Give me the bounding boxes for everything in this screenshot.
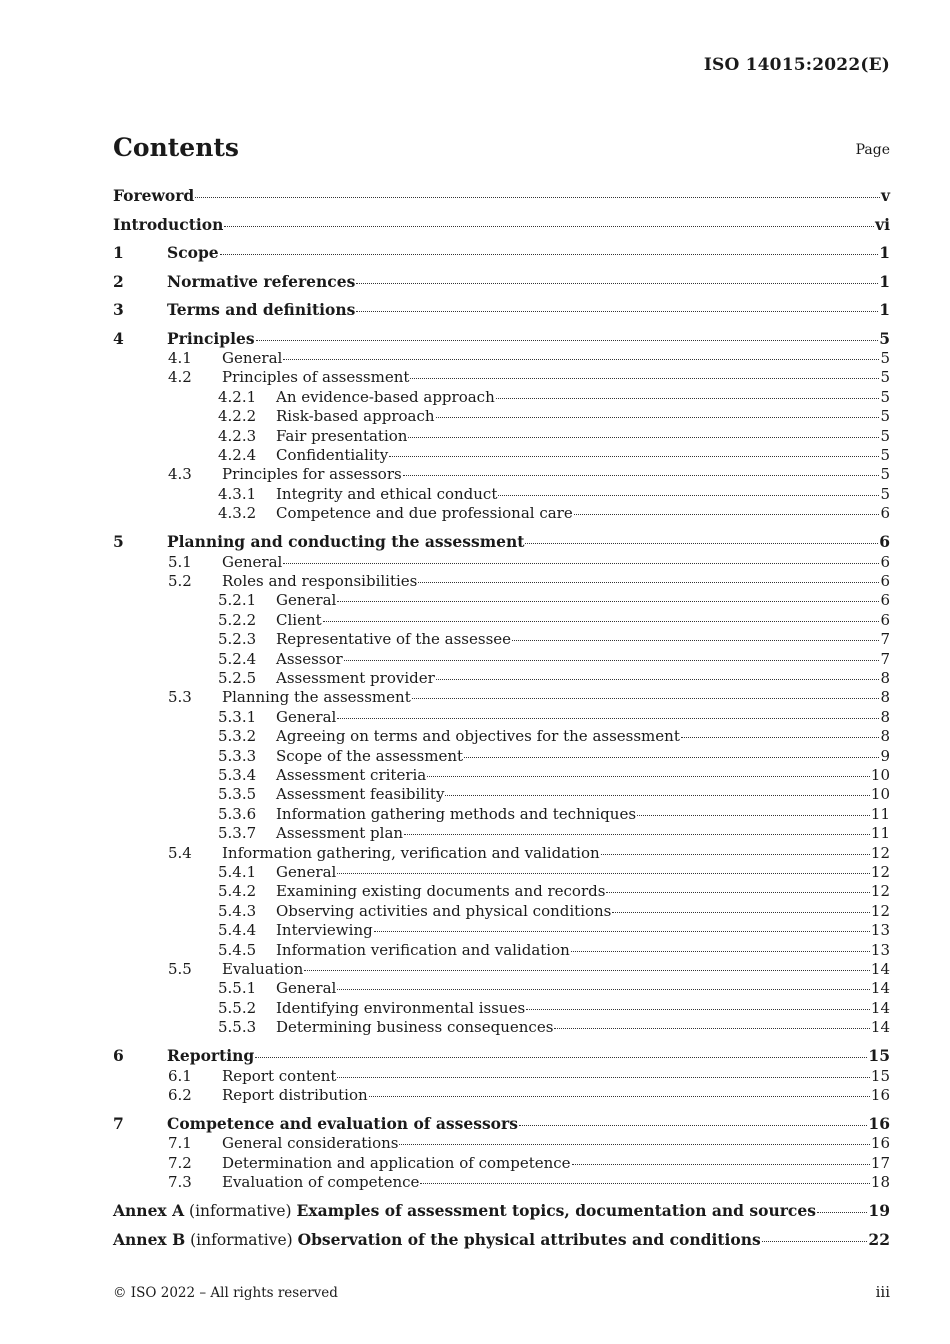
toc-entry-title: Competence and due professional care <box>276 504 573 523</box>
footer-page-number: iii <box>875 1283 890 1301</box>
toc-entry-number: 5.5.2 <box>218 998 257 1017</box>
toc-entry[interactable] <box>113 271 890 292</box>
toc-entry-page: 15 <box>870 1066 890 1085</box>
toc-entry-title: General <box>222 552 283 571</box>
toc-entry-page: 6 <box>880 552 890 571</box>
dot-leader <box>436 667 880 680</box>
toc-entry-title: Client <box>276 610 322 629</box>
toc-entry-page: 8 <box>880 668 890 687</box>
toc-entry-title: Assessment feasibility <box>276 785 445 804</box>
toc-entry-page: 5 <box>879 328 890 348</box>
toc-entry-page: 5 <box>880 407 890 426</box>
dot-leader <box>224 214 874 227</box>
dot-leader <box>412 686 880 699</box>
toc-entry[interactable] <box>113 1230 890 1250</box>
toc-entry[interactable] <box>218 765 890 785</box>
toc-entry-page: 15 <box>868 1046 890 1066</box>
dot-leader <box>404 822 870 835</box>
toc-entry[interactable] <box>218 804 890 824</box>
toc-entry[interactable] <box>218 484 890 504</box>
toc-entry[interactable] <box>218 726 890 746</box>
toc-entry-title: Planning and conducting the assessment <box>167 532 525 552</box>
toc-entry[interactable] <box>113 215 890 235</box>
toc-entry-title: Reporting <box>167 1046 255 1066</box>
toc-entry-page: 6 <box>880 591 890 610</box>
toc-entry[interactable] <box>218 590 890 610</box>
dot-leader <box>374 919 870 932</box>
toc-entry[interactable] <box>218 784 890 804</box>
toc-entry[interactable] <box>218 503 890 523</box>
toc-entry[interactable] <box>218 1017 890 1037</box>
toc-entry[interactable] <box>218 920 890 940</box>
toc-entry-page: 14 <box>870 1018 890 1037</box>
toc-entry-number: 3 <box>113 300 124 319</box>
toc-entry[interactable] <box>168 367 890 387</box>
toc-entry-page: 5 <box>880 465 890 484</box>
dot-leader <box>606 880 869 893</box>
toc-entry-title: Evaluation of competence <box>222 1173 420 1192</box>
toc-entry-number: 4.2.2 <box>218 407 257 426</box>
dot-leader <box>525 531 878 544</box>
dot-leader <box>572 1152 870 1165</box>
toc-entry-title: Representative of the assessee <box>276 630 512 649</box>
toc-entry-page: 12 <box>870 843 890 862</box>
toc-entry-title: Determination and application of competence <box>222 1153 571 1172</box>
toc-entry-title: Examining existing documents and records <box>276 882 606 901</box>
toc-entry-title: Report content <box>222 1066 337 1085</box>
toc-entry-page: 6 <box>880 571 890 590</box>
toc-entry-number: 5.1 <box>168 552 192 571</box>
toc-entry-number: 5.3.7 <box>218 824 257 843</box>
toc-entry-page: 5 <box>880 484 890 503</box>
annex-label: Annex A <box>113 1201 185 1221</box>
toc-entry[interactable] <box>218 445 890 465</box>
toc-entry-title: General <box>276 707 337 726</box>
toc-entry-title: Scope <box>167 243 219 262</box>
toc-entry-title: Assessment plan <box>276 824 404 843</box>
toc-entry-title: Confidentiality <box>276 445 389 464</box>
toc-entry[interactable] <box>218 881 890 901</box>
annex-title: Examples of assessment topics, documentation and sources <box>296 1201 816 1221</box>
dot-leader <box>304 958 870 971</box>
toc-entry-number: 7.1 <box>168 1134 192 1153</box>
toc-entry-title: General <box>222 348 283 367</box>
dot-leader <box>436 405 880 418</box>
toc-entry-title: Scope of the assessment <box>276 746 464 765</box>
dot-leader <box>571 939 870 952</box>
toc-entry-title: General <box>276 591 337 610</box>
dot-leader <box>337 706 879 719</box>
toc-entry[interactable] <box>113 186 890 206</box>
toc-entry[interactable] <box>168 571 890 591</box>
toc-entry-number: 5.5.3 <box>218 1018 257 1037</box>
toc-entry[interactable] <box>218 998 890 1018</box>
toc-entry-title: Report distribution <box>222 1085 368 1104</box>
toc-entry-number: 7.3 <box>168 1173 192 1192</box>
toc-entry-page: 18 <box>870 1173 890 1192</box>
dot-leader <box>256 328 879 341</box>
annex-informative-note: (informative) <box>184 1202 297 1221</box>
toc-entry-title: General <box>276 862 337 881</box>
dot-leader <box>389 444 879 457</box>
toc-entry-page: 22 <box>868 1229 890 1249</box>
toc-entry-page: 16 <box>868 1113 890 1133</box>
toc-entry-title: Assessment provider <box>276 668 435 687</box>
toc-entry-page: 14 <box>870 979 890 998</box>
dot-leader <box>356 299 878 312</box>
toc-entry[interactable] <box>168 464 890 484</box>
toc-entry[interactable] <box>218 610 890 630</box>
toc-entry-title: Information verification and validation <box>276 940 570 959</box>
toc-entry-number: 5.3.6 <box>218 804 257 823</box>
toc-entry[interactable] <box>113 1113 890 1134</box>
toc-entry-title <box>113 1201 816 1221</box>
toc-entry[interactable] <box>218 426 890 446</box>
toc-entry-number: 5.4.1 <box>218 862 257 881</box>
dot-leader <box>369 1084 870 1097</box>
toc-entry-title: Assessment criteria <box>276 765 427 784</box>
toc-entry-title: Roles and responsibilities <box>222 571 418 590</box>
toc-entry[interactable] <box>218 746 890 766</box>
toc-entry-page: 6 <box>879 532 890 552</box>
toc-entry-page: 17 <box>870 1153 890 1172</box>
dot-leader <box>323 609 880 622</box>
toc-entry-number: 4 <box>113 328 124 348</box>
toc-entry[interactable] <box>218 862 890 882</box>
toc-entry-title: Information gathering, verification and validation <box>222 843 600 862</box>
toc-entry-number: 4.2.3 <box>218 426 257 445</box>
toc-entry-page: 14 <box>870 959 890 978</box>
toc-entry[interactable] <box>113 532 890 552</box>
dot-leader <box>410 366 879 379</box>
toc-entry-title: Integrity and ethical conduct <box>276 484 498 503</box>
toc-entry-number: 4.3.1 <box>218 484 257 503</box>
dot-leader <box>356 271 878 284</box>
toc-entry[interactable] <box>218 901 890 921</box>
toc-entry-title: Assessor <box>276 649 343 668</box>
toc-entry-number: 4.2.4 <box>218 445 257 464</box>
dot-leader <box>601 842 870 855</box>
toc-entry-title: Observing activities and physical conditions <box>276 901 612 920</box>
dot-leader <box>445 783 869 796</box>
dot-leader <box>420 1171 870 1184</box>
toc-entry-number: 5.3 <box>168 688 192 707</box>
toc-entry-title: Determining business consequences <box>276 1018 554 1037</box>
dot-leader <box>762 1229 868 1242</box>
dot-leader <box>283 551 879 564</box>
toc-entry-page: 5 <box>880 348 890 367</box>
toc-entry-page: 13 <box>870 940 890 959</box>
document-id: ISO 14015:2022(E) <box>703 55 890 75</box>
toc-entry-number: 5.4.3 <box>218 901 257 920</box>
dot-leader <box>195 185 880 198</box>
toc-entry[interactable] <box>168 687 890 707</box>
toc-entry-page: 11 <box>870 824 890 843</box>
toc-entry-page: 6 <box>880 504 890 523</box>
toc-entry-number: 5.2.1 <box>218 591 257 610</box>
contents-title: Contents <box>113 133 240 162</box>
dot-leader <box>612 900 870 913</box>
dot-leader <box>403 463 880 476</box>
toc-entry-title: Competence and evaluation of assessors <box>167 1113 518 1133</box>
toc-entry-page: 8 <box>880 688 890 707</box>
dot-leader <box>496 386 880 399</box>
toc-entry-page: 1 <box>879 271 890 291</box>
toc-entry[interactable] <box>113 1046 890 1066</box>
toc-entry-number: 5.4.5 <box>218 940 257 959</box>
toc-entry[interactable] <box>168 1153 890 1173</box>
toc-entry-number: 5.2 <box>168 571 192 590</box>
toc-entry-page: 14 <box>870 998 890 1017</box>
toc-entry-number: 6.1 <box>168 1066 192 1085</box>
toc-entry-number: 5.5 <box>168 959 192 978</box>
toc-entry-title: Fair presentation <box>276 426 408 445</box>
toc-entry-page: 16 <box>870 1134 890 1153</box>
toc-entry[interactable] <box>218 823 890 843</box>
toc-entry-title: Principles for assessors <box>222 465 402 484</box>
toc-entry-page: 11 <box>870 804 890 823</box>
toc-entry[interactable] <box>168 348 890 368</box>
toc-entry-page: 8 <box>880 727 890 746</box>
toc-entry-number: 4.3.2 <box>218 504 257 523</box>
dot-leader <box>574 502 880 515</box>
dot-leader <box>337 589 879 602</box>
toc-entry-title: Principles of assessment <box>222 368 410 387</box>
toc-entry-title: Evaluation <box>222 959 304 978</box>
dot-leader <box>337 977 870 990</box>
dot-leader <box>526 997 870 1010</box>
dot-leader <box>220 242 879 255</box>
dot-leader <box>637 803 870 816</box>
dot-leader <box>255 1045 867 1058</box>
dot-leader <box>554 1016 870 1029</box>
dot-leader <box>817 1200 867 1213</box>
toc-entry[interactable] <box>168 843 890 863</box>
toc-entry-page: 16 <box>870 1085 890 1104</box>
toc-entry-number: 1 <box>113 243 124 262</box>
toc-entry-title: Agreeing on terms and objectives for the assessment <box>276 727 680 746</box>
toc-entry-number: 5 <box>113 532 124 552</box>
toc-entry[interactable] <box>168 1066 890 1086</box>
toc-entry-page: 1 <box>879 300 890 319</box>
toc-entry-page: 12 <box>870 862 890 881</box>
toc-entry[interactable] <box>218 707 890 727</box>
toc-entry-title: General considerations <box>222 1134 399 1153</box>
toc-entry-page: 9 <box>880 746 890 765</box>
dot-leader <box>498 483 879 496</box>
toc-entry[interactable] <box>113 243 890 263</box>
toc-entry-number: 5.4.4 <box>218 921 257 940</box>
toc-entry-number: 6.2 <box>168 1085 192 1104</box>
toc-entry-page: 10 <box>870 765 890 784</box>
toc-entry-page: 5 <box>880 368 890 387</box>
toc-entry-page: 5 <box>880 426 890 445</box>
toc-entry-page: 8 <box>880 707 890 726</box>
toc-entry-page: 10 <box>870 785 890 804</box>
toc-entry-number: 4.1 <box>168 348 192 367</box>
toc-entry-page: 19 <box>868 1201 890 1221</box>
dot-leader <box>464 745 879 758</box>
toc-entry-title: Information gathering methods and techniques <box>276 804 637 823</box>
toc-entry[interactable] <box>168 959 890 979</box>
toc-entry-number: 5.4 <box>168 843 192 862</box>
toc-entry-number: 7 <box>113 1113 124 1133</box>
toc-entry-title: Principles <box>167 328 255 348</box>
toc-entry[interactable] <box>113 328 890 349</box>
toc-entry-number: 5.3.4 <box>218 765 257 784</box>
toc-entry[interactable] <box>218 668 890 688</box>
toc-entry-page: 7 <box>880 630 890 649</box>
toc-entry-number: 7.2 <box>168 1153 192 1172</box>
dot-leader <box>408 425 879 438</box>
toc-entry-page: vi <box>875 214 890 234</box>
toc-entry-title: Introduction <box>113 214 224 234</box>
toc-entry-number: 5.5.1 <box>218 979 257 998</box>
dot-leader <box>681 725 880 738</box>
toc-entry[interactable] <box>218 406 890 426</box>
toc-entry-page: 12 <box>870 901 890 920</box>
toc-entry-title: An evidence-based approach <box>276 387 495 406</box>
toc-entry-title: Terms and definitions <box>167 300 356 319</box>
toc-entry-number: 5.2.3 <box>218 630 257 649</box>
toc-entry-number: 5.2.5 <box>218 668 257 687</box>
toc-entry-title: Risk-based approach <box>276 407 435 426</box>
toc-entry-title: Planning the assessment <box>222 688 411 707</box>
toc-entry-number: 5.3.2 <box>218 727 257 746</box>
toc-entry-page: 6 <box>880 610 890 629</box>
toc-entry-number: 2 <box>113 271 124 291</box>
toc-entry-page: 1 <box>879 243 890 262</box>
dot-leader <box>337 1065 869 1078</box>
toc-entry[interactable] <box>168 552 890 572</box>
dot-leader <box>427 764 870 777</box>
toc-entry-title <box>113 1230 761 1250</box>
dot-leader <box>283 347 879 360</box>
toc-entry-page: 5 <box>880 445 890 464</box>
toc-entry-number: 5.4.2 <box>218 882 257 901</box>
toc-entry-title: Identifying environmental issues <box>276 998 526 1017</box>
toc-entry-number: 4.2.1 <box>218 387 257 406</box>
toc-entry[interactable] <box>113 1201 890 1221</box>
toc-entry-number: 5.3.1 <box>218 707 257 726</box>
dot-leader <box>344 648 880 661</box>
toc-entry-number: 5.3.5 <box>218 785 257 804</box>
dot-leader <box>337 861 870 874</box>
page-column-label: Page <box>855 142 890 158</box>
toc-entry-page: 5 <box>880 387 890 406</box>
toc-entry[interactable] <box>218 649 890 669</box>
toc-entry[interactable] <box>113 300 890 320</box>
dot-leader <box>512 628 879 641</box>
toc-entry-number: 5.2.2 <box>218 610 257 629</box>
toc-entry[interactable] <box>168 1172 890 1192</box>
toc-entry-page: 7 <box>880 649 890 668</box>
toc-entry-page: 13 <box>870 921 890 940</box>
annex-title: Observation of the physical attributes and conditions <box>297 1229 761 1249</box>
dot-leader <box>399 1132 869 1145</box>
annex-informative-note: (informative) <box>185 1230 298 1249</box>
toc-entry-number: 5.3.3 <box>218 746 257 765</box>
footer-copyright: © ISO 2022 – All rights reserved <box>113 1285 338 1301</box>
toc-entry[interactable] <box>218 978 890 998</box>
toc-entry-title: Interviewing <box>276 921 373 940</box>
toc-entry[interactable] <box>168 1085 890 1105</box>
toc-entry-title: General <box>276 979 337 998</box>
toc-entry-page: 12 <box>870 882 890 901</box>
toc-entry-title: Foreword <box>113 186 195 205</box>
dot-leader <box>418 570 879 583</box>
annex-label: Annex B <box>113 1229 186 1249</box>
toc-entry[interactable] <box>168 1133 890 1153</box>
toc-entry[interactable] <box>218 387 890 407</box>
toc-entry-number: 4.2 <box>168 368 192 387</box>
toc-entry-number: 5.2.4 <box>218 649 257 668</box>
toc-entry-page: v <box>880 186 890 205</box>
toc-entry-title: Normative references <box>167 271 356 291</box>
toc-entry-number: 6 <box>113 1046 124 1066</box>
toc-entry[interactable] <box>218 940 890 960</box>
dot-leader <box>519 1113 868 1126</box>
toc-entry-number: 4.3 <box>168 465 192 484</box>
toc-entry[interactable] <box>218 629 890 649</box>
